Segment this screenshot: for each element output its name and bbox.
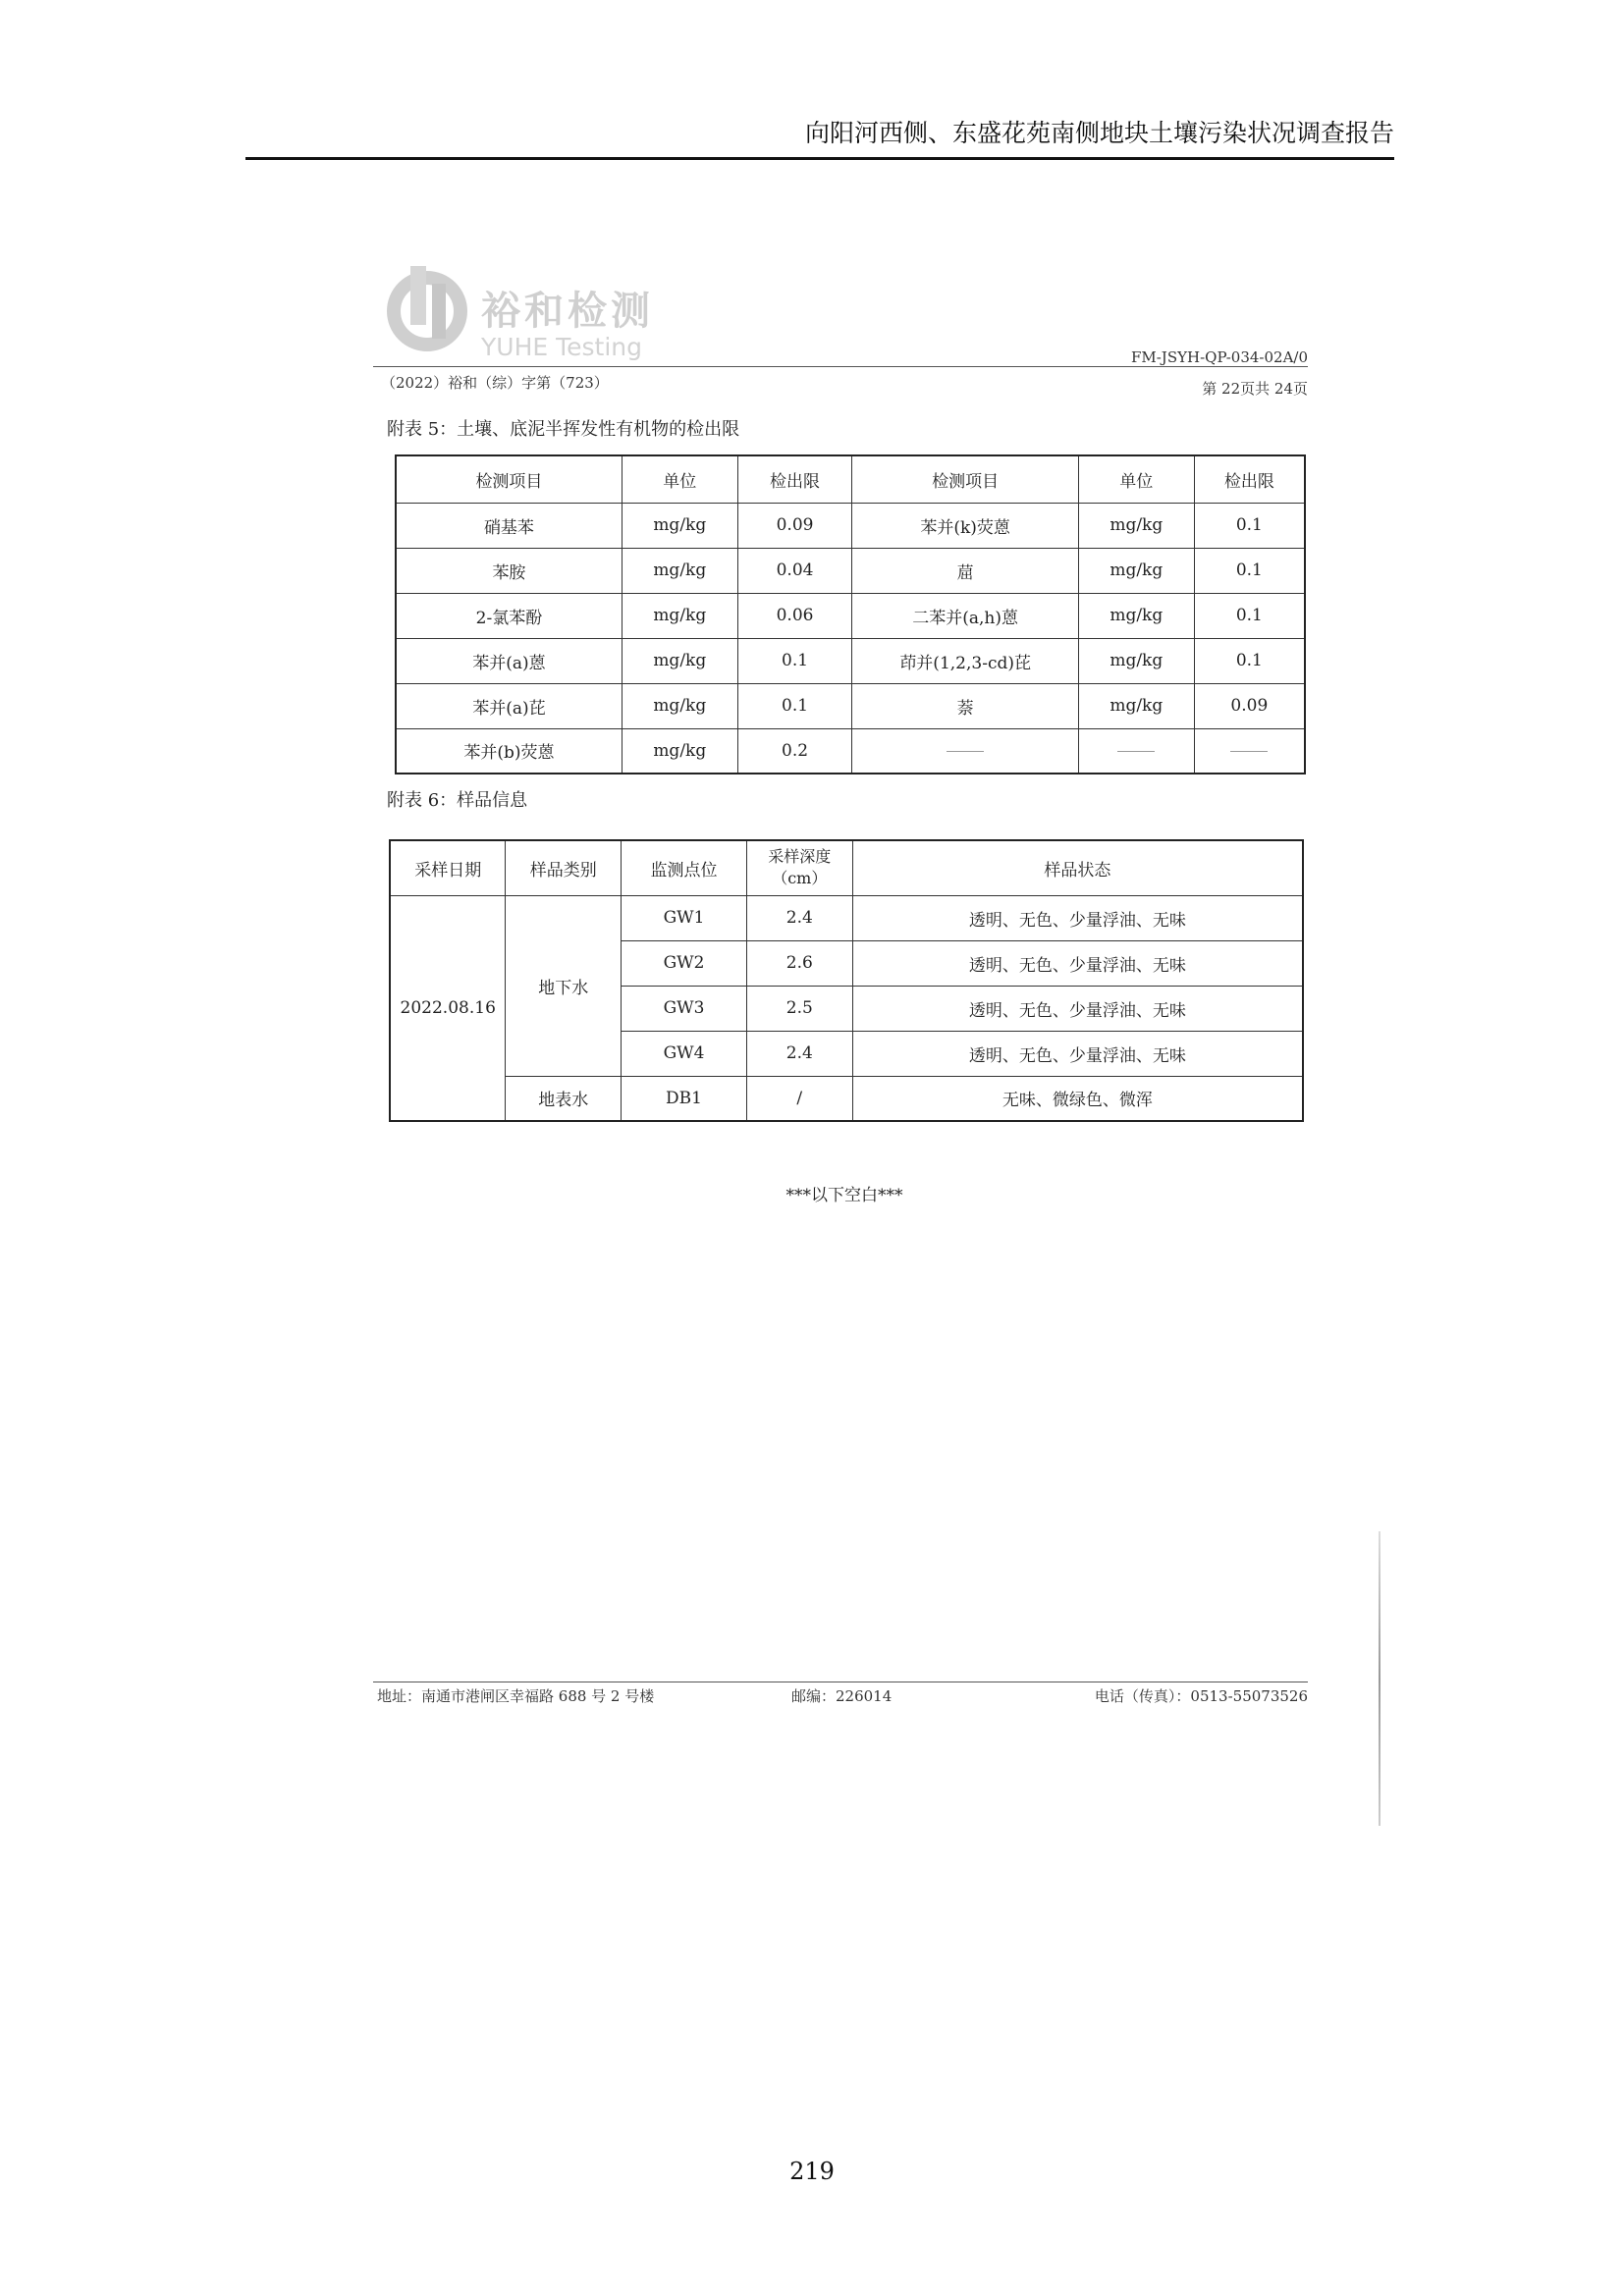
header-cell: 单位: [1078, 455, 1194, 503]
limit-cell: 0.1: [1194, 548, 1305, 593]
report-title: 向阳河西侧、东盛花苑南侧地块土壤污染状况调查报告: [804, 119, 1394, 147]
site-cell: GW2: [622, 940, 747, 986]
page-info: 第 22页共 24页: [1202, 380, 1308, 398]
report-header: [245, 110, 1394, 160]
yuhe-logo: [383, 260, 677, 361]
unit-cell: mg/kg: [622, 728, 737, 774]
empty-cell: [852, 728, 1078, 774]
footer-phone: 电话（传真）：0513-55073526: [1094, 1687, 1308, 1705]
unit-cell: mg/kg: [1078, 503, 1194, 548]
table6-caption: 附表 6：样品信息: [387, 790, 528, 811]
limit-cell: 0.1: [1194, 638, 1305, 683]
logo-chinese-name: 裕和检测: [481, 289, 654, 334]
header-cell: 样品状态: [852, 840, 1303, 895]
header-cell: 检测项目: [396, 455, 622, 503]
detection-limit-table: [395, 454, 1306, 774]
depth-cell: 2.4: [746, 1031, 852, 1076]
status-cell: 无味、微绿色、微浑: [852, 1076, 1303, 1121]
unit-cell: mg/kg: [622, 593, 737, 638]
status-cell: 透明、无色、少量浮油、无味: [852, 1031, 1303, 1076]
compound-cell: 萘: [852, 683, 1078, 728]
unit-cell: mg/kg: [1078, 593, 1194, 638]
depth-header-line1: 采样深度: [768, 847, 832, 867]
table-header-row: [396, 455, 1305, 503]
header-cell: 检出限: [1194, 455, 1305, 503]
status-cell: 透明、无色、少量浮油、无味: [852, 986, 1303, 1031]
compound-cell: 䓛: [852, 548, 1078, 593]
limit-cell: 0.1: [737, 683, 852, 728]
limit-cell: 0.2: [737, 728, 852, 774]
limit-cell: 0.09: [737, 503, 852, 548]
site-cell: GW4: [622, 1031, 747, 1076]
header-cell: 单位: [622, 455, 737, 503]
compound-cell: 苯胺: [396, 548, 622, 593]
table-row: [396, 638, 1305, 683]
logo-english-name: YUHE Testing: [481, 333, 643, 361]
compound-cell: 苯并(a)蒽: [396, 638, 622, 683]
compound-cell: 苯并(b)荧蒽: [396, 728, 622, 774]
depth-cell: 2.5: [746, 986, 852, 1031]
page-number: 219: [789, 2158, 835, 2185]
compound-cell: 茚并(1,2,3-cd)芘: [852, 638, 1078, 683]
compound-cell: 硝基苯: [396, 503, 622, 548]
site-cell: GW1: [622, 895, 747, 940]
limit-cell: 0.1: [737, 638, 852, 683]
header-cell-depth: [746, 840, 852, 895]
table-row: [396, 683, 1305, 728]
compound-cell: 二苯并(a,h)蒽: [852, 593, 1078, 638]
sample-date-cell: 2022.08.16: [390, 895, 506, 1121]
unit-cell: mg/kg: [622, 548, 737, 593]
dash-mark: [1230, 751, 1268, 752]
sample-info-table: [389, 839, 1304, 1122]
compound-cell: 2-氯苯酚: [396, 593, 622, 638]
blank-note: ***以下空白***: [785, 1186, 903, 1205]
compound-cell: 苯并(a)芘: [396, 683, 622, 728]
table-row: [396, 728, 1305, 774]
footer-address: 地址：南通市港闸区幸福路 688 号 2 号楼: [377, 1687, 655, 1705]
unit-cell: mg/kg: [1078, 638, 1194, 683]
dash-mark: [947, 751, 984, 752]
document-number: （2022）裕和（综）字第（723）: [381, 374, 609, 392]
header-cell: 样品类别: [506, 840, 622, 895]
limit-cell: 0.06: [737, 593, 852, 638]
limit-cell: 0.04: [737, 548, 852, 593]
dash-mark: [1117, 751, 1155, 752]
header-cell: 检测项目: [852, 455, 1078, 503]
limit-cell: 0.09: [1194, 683, 1305, 728]
scanned-test-report: [373, 250, 1316, 1723]
footer-postcode: 邮编：226014: [791, 1687, 893, 1705]
unit-cell: mg/kg: [1078, 548, 1194, 593]
unit-cell: mg/kg: [622, 638, 737, 683]
status-cell: 透明、无色、少量浮油、无味: [852, 895, 1303, 940]
sample-type-cell: 地表水: [506, 1076, 622, 1121]
table-row: [390, 895, 1303, 940]
table-row: [396, 548, 1305, 593]
table5-caption: 附表 5：土壤、底泥半挥发性有机物的检出限: [387, 419, 740, 440]
yuhe-logo-icon: [383, 260, 471, 358]
unit-cell: mg/kg: [1078, 683, 1194, 728]
unit-cell: mg/kg: [622, 683, 737, 728]
limit-cell: 0.1: [1194, 503, 1305, 548]
table-row: [396, 593, 1305, 638]
header-cell: 监测点位: [622, 840, 747, 895]
empty-cell: [1194, 728, 1305, 774]
status-cell: 透明、无色、少量浮油、无味: [852, 940, 1303, 986]
depth-cell: 2.4: [746, 895, 852, 940]
depth-cell: /: [746, 1076, 852, 1121]
empty-cell: [1078, 728, 1194, 774]
unit-cell: mg/kg: [622, 503, 737, 548]
table-row: [390, 1076, 1303, 1121]
header-cell: 检出限: [737, 455, 852, 503]
sample-type-cell: 地下水: [506, 895, 622, 1076]
header-divider: [373, 366, 1308, 367]
table-header-row: [390, 840, 1303, 895]
header-cell: 采样日期: [390, 840, 506, 895]
compound-cell: 苯并(k)荧蒽: [852, 503, 1078, 548]
form-code: FM-JSYH-QP-034-02A/0: [1130, 348, 1308, 366]
depth-cell: 2.6: [746, 940, 852, 986]
site-cell: DB1: [622, 1076, 747, 1121]
site-cell: GW3: [622, 986, 747, 1031]
limit-cell: 0.1: [1194, 593, 1305, 638]
scan-edge-line: [1379, 1531, 1380, 1826]
table-row: [396, 503, 1305, 548]
depth-header-line2: （cm）: [772, 869, 828, 888]
